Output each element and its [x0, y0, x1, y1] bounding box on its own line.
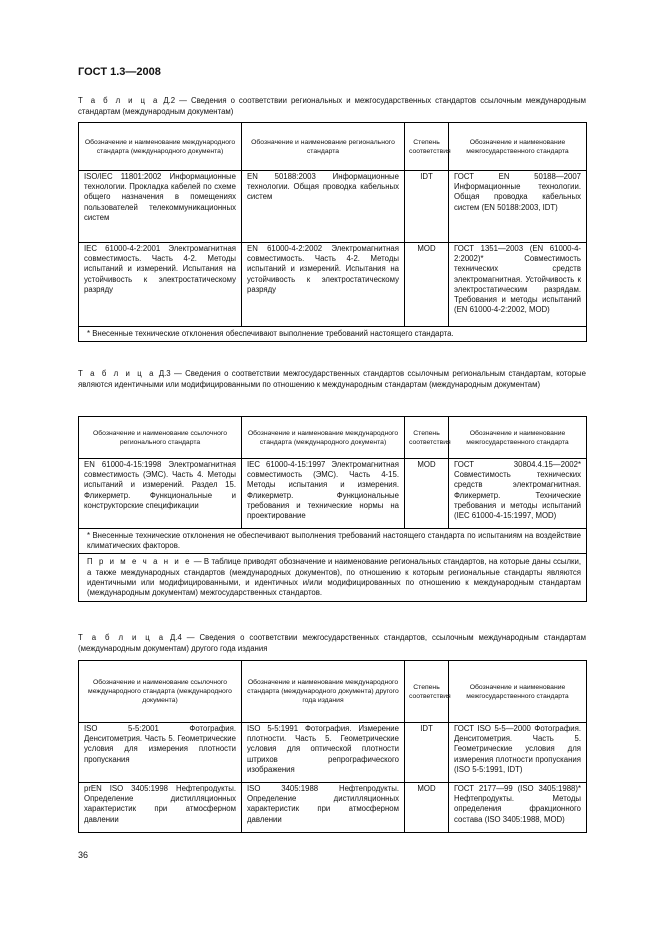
header-cell: Обозначение и наименование международного стандарта (международного документа) другого года издания: [242, 661, 405, 723]
header-cell: Степень соответствия: [405, 661, 449, 723]
table-cell: ГОСТ EN 50188—2007 Информационные технологии. Общая проводка кабельных систем (EN 50188:2003, IDT): [449, 171, 587, 243]
header-cell: Обозначение и наименование ссылочного регионального стандарта: [79, 417, 242, 459]
table-d3-caption: [78, 369, 586, 390]
table-d2: [78, 122, 587, 342]
table-cell: IDT: [405, 723, 449, 783]
table-cell: MOD: [405, 243, 449, 327]
header-cell: Обозначение и наименование международного стандарта (международного документа): [79, 123, 242, 171]
table-cell: MOD: [405, 459, 449, 529]
table-cell: IEC 61000-4-2:2001 Электромагнитная совместимость. Часть 4-2. Методы испытаний и измерений. Испытания на устойчивость к электростатическому разряду: [79, 243, 242, 327]
table-d4-label: Т а б л и ц а: [78, 633, 166, 642]
table-d3-label: Т а б л и ц а: [78, 369, 156, 378]
table-note: [79, 554, 587, 602]
table-cell: IDT: [405, 171, 449, 243]
header-cell: Обозначение и наименование межгосударственного стандарта: [449, 661, 587, 723]
page-number: 36: [78, 850, 89, 860]
table-header-row: [79, 123, 587, 171]
table-cell: ISO 3405:1988 Нефтепродукты. Определение дистилляционных характеристик при атмосферном давлении: [242, 783, 405, 833]
footnote-row: [79, 529, 587, 554]
table-cell: EN 61000-4-15:1998 Электромагнитная совместимость (ЭМС). Часть 4. Методы испытаний и измерений. Раздел 15. Фликерметр. Функциональные и конструкторские спецификации: [79, 459, 242, 529]
table-cell: IEC 61000-4-15:1997 Электромагнитная совместимость (ЭМС). Часть 4-15. Методы испытания и измерения. Фликерметр. Функциональные требования и технические нормы на проектирование: [242, 459, 405, 529]
table-d2-caption: [78, 96, 586, 117]
header-cell: Обозначение и наименование ссылочного международного стандарта (международного документа): [79, 661, 242, 723]
header-cell: Степень соответствия: [405, 123, 449, 171]
header-cell: Обозначение и наименование международного стандарта (международного документа): [242, 417, 405, 459]
table-row: [79, 783, 587, 833]
table-row: [79, 243, 587, 327]
note-label: П р и м е ч а н и е: [87, 557, 192, 567]
table-cell: ГОСТ 2177—99 (ISO 3405:1988)* Нефтепродукты. Методы определения фракционного состава (ISO 3405:1988, MOD): [449, 783, 587, 833]
footnote-row: [79, 327, 587, 342]
note-text: — В таблице приводят обозначение и наименование региональных стандартов, на которые даны ссылки, а также международных стандартов (международных документов), по отношению к которым региональные стандарты являются идентичными или модифицированными, и идентичных и/или модифицированных по отношению к международным стандартам (международным документам) межгосударственных стандартов.: [87, 557, 581, 598]
table-header-row: [79, 417, 587, 459]
table-row: [79, 723, 587, 783]
table-d2-caption-text: Д.2 — Сведения о соответствии региональных и межгосударственных стандартов ссылочным международным стандартам (международным документам): [78, 96, 586, 116]
table-footnote: * Внесенные технические отклонения не обеспечивают выполнения требований настоящего стандарта по испытаниям на воздействие климатических факторов.: [79, 529, 587, 554]
header-cell: Обозначение и наименование межгосударственного стандарта: [449, 123, 587, 171]
note-row: [79, 554, 587, 602]
table-cell: ISO/IEC 11801:2002 Информационные технологии. Прокладка кабелей по схеме общего назначения в помещениях пользователей телекоммуникационных систем: [79, 171, 242, 243]
page-header: ГОСТ 1.3—2008: [78, 66, 161, 78]
table-d4-caption: [78, 633, 586, 654]
header-cell: Обозначение и наименование межгосударственного стандарта: [449, 417, 587, 459]
table-d2-label: Т а б л и ц а: [78, 96, 160, 105]
table-cell: ГОСТ ISO 5-5—2000 Фотография. Денситометрия. Часть 5. Геометрические условия для измерения плотности пропускания (ISO 5-5:1991, IDT): [449, 723, 587, 783]
table-header-row: [79, 661, 587, 723]
table-d4: [78, 660, 587, 833]
table-cell: MOD: [405, 783, 449, 833]
table-cell: ISO 5-5:2001 Фотография. Денситометрия. Часть 5. Геометрические условия для измерения плотности пропускания: [79, 723, 242, 783]
table-cell: prEN ISO 3405:1998 Нефтепродукты. Определение дистилляционных характеристик при атмосферном давлении: [79, 783, 242, 833]
table-row: [79, 459, 587, 529]
table-cell: EN 50188:2003 Информационные технологии. Общая проводка кабельных систем: [242, 171, 405, 243]
table-cell: ISO 5-5:1991 Фотография. Измерение плотности. Часть 5. Геометрические условия для оптической плотности штрихов репрографического изображения: [242, 723, 405, 783]
header-cell: Степень соответствия: [405, 417, 449, 459]
table-footnote: * Внесенные технические отклонения обеспечивают выполнение требований настоящего стандарта.: [79, 327, 587, 342]
table-cell: ГОСТ 1351—2003 (EN 61000-4-2:2002)* Совместимость технических средств электромагнитная. Устойчивость к электростатическим разрядам. Требования и методы испытаний (EN 61000-4-2:2002, MOD): [449, 243, 587, 327]
table-row: [79, 171, 587, 243]
table-cell: EN 61000-4-2:2002 Электромагнитная совместимость. Часть 4-2. Методы испытаний и измерений. Испытания на устойчивость к электростатическому разряду: [242, 243, 405, 327]
table-d4-caption-text: Д.4 — Сведения о соответствии межгосударственных стандартов, ссылочным международным стандартам (международным документам) другого года издания: [78, 633, 586, 653]
table-d3-caption-text: Д.3 — Сведения о соответствии межгосударственных стандартов ссылочным региональным стандартам, которые являются идентичными или модифицированными по отношению к международным стандартам (международным документам): [78, 369, 586, 389]
table-d3: [78, 416, 587, 602]
table-cell: ГОСТ 30804.4.15—2002* Совместимость технических средств электромагнитная. Фликерметр. Технические требования и методы испытаний (IEC 61000-4-15:1997, MOD): [449, 459, 587, 529]
header-cell: Обозначение и наименование регионального стандарта: [242, 123, 405, 171]
